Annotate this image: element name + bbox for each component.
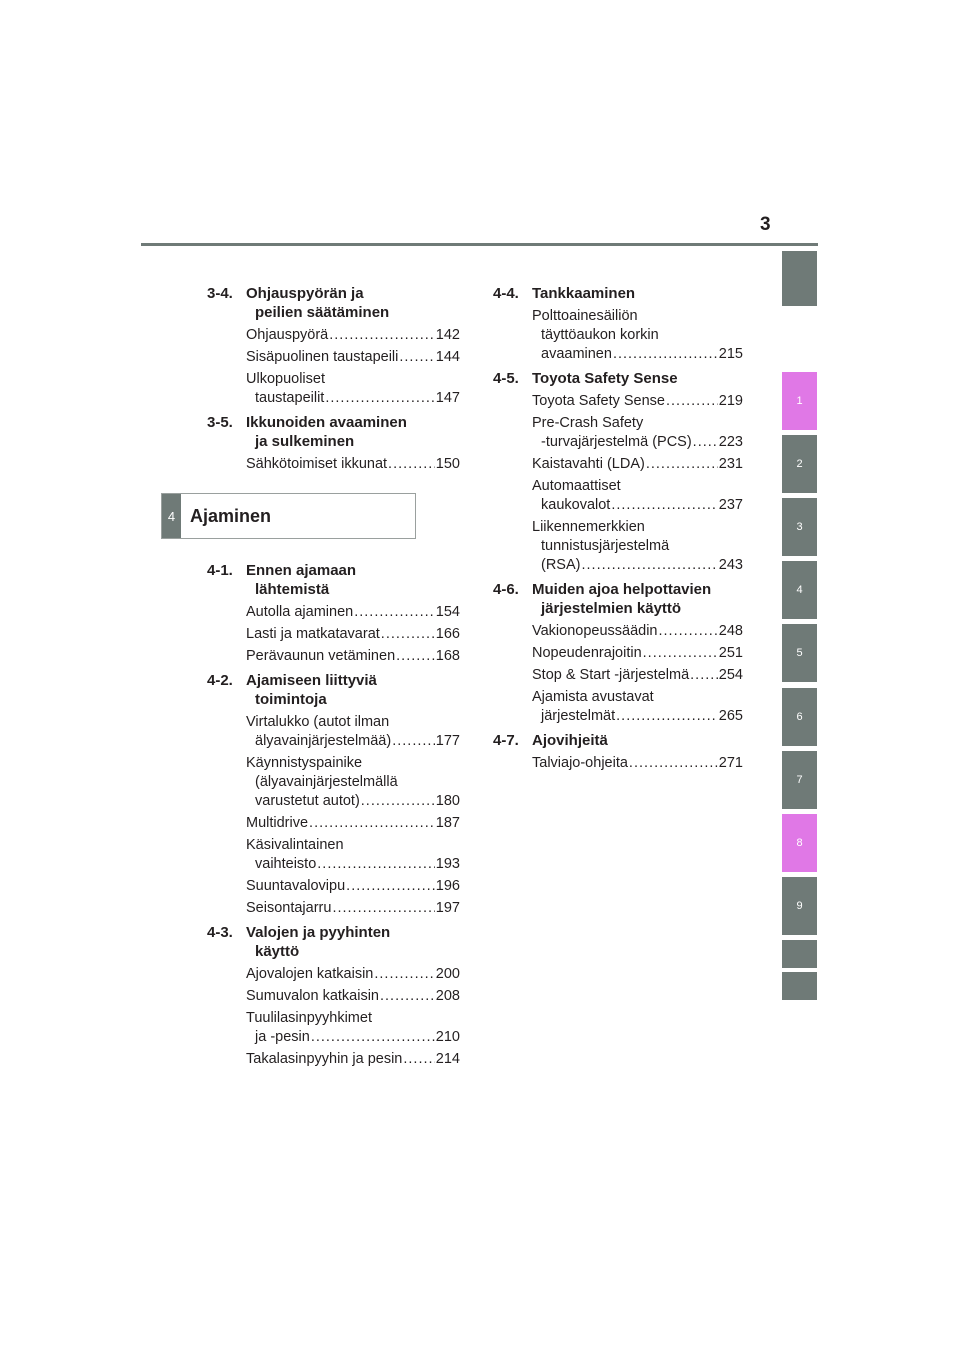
toc-entry-text: Nopeudenrajoitin	[532, 645, 642, 661]
toc-entry-line	[246, 773, 460, 792]
section-title	[246, 413, 460, 451]
toc-entry-text: (RSA)	[541, 557, 581, 573]
toc-entry-line	[246, 389, 460, 408]
toc-entry-text: Suuntavalovipu	[246, 878, 346, 894]
toc-entry-text: Käsivalintainen	[246, 837, 344, 853]
toc-page-number: 142	[435, 327, 460, 343]
section-title-line: Ohjauspyörän ja	[246, 285, 364, 302]
section-title-line: Toyota Safety Sense	[532, 370, 678, 387]
section-title	[246, 671, 460, 709]
section-entries	[207, 603, 460, 666]
section-number: 3-4.	[207, 285, 233, 302]
toc-page-number: 197	[435, 900, 460, 916]
toc-page-number: 265	[718, 708, 743, 724]
toc-entry-line	[246, 965, 460, 984]
section-gap	[207, 477, 460, 479]
dot-leader	[388, 455, 435, 474]
toc-entry-line	[532, 414, 743, 433]
toc-right-sections	[493, 284, 743, 778]
section-title-line: Ajamiseen liittyviä	[246, 672, 377, 689]
toc-page-number: 214	[435, 1051, 460, 1067]
toc-page-number: 231	[718, 456, 743, 472]
toc-entry-text: Sähkötoimiset ikkunat	[246, 456, 388, 472]
toc-page-number: 196	[435, 878, 460, 894]
dot-leader	[616, 707, 718, 726]
section-entries	[493, 622, 743, 726]
toc-entry[interactable]	[246, 647, 460, 666]
dot-leader	[332, 899, 434, 918]
section-title	[246, 284, 460, 322]
chapter-title: Ajaminen	[190, 505, 272, 526]
dot-leader	[392, 732, 435, 751]
toc-entry-text: Seisontajarru	[246, 900, 332, 916]
section-number: 4-4.	[493, 285, 519, 302]
dot-leader	[659, 622, 718, 641]
dot-leader	[361, 792, 435, 811]
toc-entry-text: (älyavainjärjestelmällä	[255, 774, 398, 790]
toc-entry-text: Autolla ajaminen	[246, 604, 354, 620]
section-heading[interactable]	[493, 369, 743, 388]
toc-entry-line	[246, 899, 460, 918]
toc-entry-text: varustetut autot)	[255, 793, 360, 809]
toc-entry-line	[246, 348, 460, 367]
toc-entry[interactable]	[532, 477, 743, 515]
toc-entry-line	[532, 433, 743, 452]
toc-entry-line	[246, 1009, 460, 1028]
toc-entry-text: Tuulilasinpyyhkimet	[246, 1010, 372, 1026]
section-title-line: käyttö	[255, 943, 300, 960]
chapter-tab-2[interactable]: 2	[782, 435, 817, 493]
toc-entry[interactable]	[532, 644, 743, 663]
dot-leader	[690, 666, 718, 685]
toc-entry-text: Talviajo-ohjeita	[532, 755, 628, 771]
toc-entry-text: avaaminen	[541, 346, 612, 362]
chapter-tab-6[interactable]: 6	[782, 688, 817, 746]
toc-page-number: 237	[718, 497, 743, 513]
dot-leader	[354, 603, 435, 622]
toc-entry[interactable]	[246, 370, 460, 408]
section-title-line: Ennen ajamaan	[246, 562, 357, 579]
toc-entry-line	[246, 1050, 460, 1069]
toc-page-number: 248	[718, 623, 743, 639]
toc-left-sections-chapter-4	[207, 561, 460, 1074]
section-entries	[207, 713, 460, 918]
toc-entry-line	[246, 603, 460, 622]
toc-page-number: 168	[435, 648, 460, 664]
dot-leader	[396, 647, 435, 666]
section-gap	[207, 1072, 460, 1074]
section-title	[246, 561, 460, 599]
toc-entry[interactable]	[246, 836, 460, 874]
toc-entry-text: Lasti ja matkatavarat	[246, 626, 380, 642]
dot-leader	[325, 389, 434, 408]
toc-entry-line	[246, 877, 460, 896]
toc-right-column	[493, 284, 743, 778]
toc-entry-text: Sumuvalon katkaisin	[246, 988, 379, 1004]
toc-entry-line	[532, 345, 743, 364]
toc-page-number: 180	[435, 793, 460, 809]
toc-entry-text: tunnistusjärjestelmä	[541, 538, 670, 554]
toc-entry-text: Vakionopeussäädin	[532, 623, 658, 639]
toc-entry-line	[532, 455, 743, 474]
toc-entry-line	[532, 518, 743, 537]
toc-left-sections	[207, 284, 460, 479]
chapter-tab-7[interactable]: 7	[782, 751, 817, 809]
toc-entry-text: ja -pesin	[255, 1029, 310, 1045]
dot-leader	[380, 987, 435, 1006]
section-title-line: Ikkunoiden avaaminen	[246, 414, 407, 431]
section-entries	[493, 754, 743, 773]
section-title-line: Tankkaaminen	[532, 285, 636, 302]
section-title-line: Muiden ajoa helpottavien	[532, 581, 712, 598]
toc-entry-text: Automaattiset	[532, 478, 621, 494]
dot-leader	[399, 348, 434, 367]
toc-entry-text: Takalasinpyyhin ja pesin	[246, 1051, 403, 1067]
toc-entry[interactable]	[246, 348, 460, 367]
toc-entry[interactable]	[532, 518, 743, 575]
section-entries	[493, 307, 743, 364]
toc-entry[interactable]	[246, 987, 460, 1006]
section-heading[interactable]	[493, 580, 743, 618]
toc-page-number: 147	[435, 390, 460, 406]
dot-leader	[374, 965, 434, 984]
toc-entry[interactable]	[246, 326, 460, 345]
toc-entry[interactable]	[246, 965, 460, 984]
section-number: 4-6.	[493, 581, 519, 598]
toc-entry[interactable]	[246, 625, 460, 644]
section-number: 4-7.	[493, 732, 519, 749]
section-title-line: järjestelmien käyttö	[541, 600, 682, 617]
toc-entry-line	[532, 688, 743, 707]
toc-entry-text: Perävaunun vetäminen	[246, 648, 396, 664]
toc-entry-text: taustapeilit	[255, 390, 325, 406]
chapter-tab-3[interactable]: 3	[782, 498, 817, 556]
toc-entry-line	[246, 647, 460, 666]
toc-page-number: 154	[435, 604, 460, 620]
toc-page-number: 271	[718, 755, 743, 771]
section-title-line: toimintoja	[255, 691, 327, 708]
toc-entry[interactable]	[246, 1050, 460, 1069]
toc-page-number: 193	[435, 856, 460, 872]
toc-entry-line	[532, 644, 743, 663]
toc-left-column	[167, 284, 460, 1074]
dot-leader	[611, 496, 717, 515]
toc-entry-line	[532, 622, 743, 641]
toc-page-number: 144	[435, 349, 460, 365]
section-heading[interactable]	[207, 561, 460, 599]
toc-entry-line	[246, 1028, 460, 1047]
toc-page-number: 150	[435, 456, 460, 472]
toc-entry-line	[532, 307, 743, 326]
dot-leader	[693, 433, 718, 452]
dot-leader	[403, 1050, 434, 1069]
toc-entry-line	[532, 496, 743, 515]
toc-page-number: 210	[435, 1029, 460, 1045]
toc-page-number: 208	[435, 988, 460, 1004]
section-title-line: Ajovihjeitä	[532, 732, 608, 749]
toc-entry[interactable]	[532, 392, 743, 411]
section-heading[interactable]	[207, 671, 460, 709]
toc-page-number: 243	[718, 557, 743, 573]
section-heading[interactable]	[207, 923, 460, 961]
section-heading[interactable]	[493, 731, 743, 750]
section-title	[532, 369, 743, 388]
dot-leader	[381, 625, 435, 644]
chapter-tab-4[interactable]: 4	[782, 561, 817, 619]
dot-leader	[311, 1028, 435, 1047]
toc-entry[interactable]	[246, 754, 460, 811]
toc-entry-line	[532, 666, 743, 685]
dot-leader	[629, 754, 718, 773]
toc-entry-line	[246, 370, 460, 389]
toc-entry-text: Ulkopuoliset	[246, 371, 325, 387]
toc-entry-line	[246, 754, 460, 773]
toc-entry-text: Käynnistyspainike	[246, 755, 363, 771]
toc-entry-line	[246, 713, 460, 732]
toc-entry-text: Ajamista avustavat	[532, 689, 654, 705]
toc-entry[interactable]	[532, 414, 743, 452]
toc-entry[interactable]	[246, 877, 460, 896]
toc-entry[interactable]	[532, 307, 743, 364]
toc-entry-line	[532, 326, 743, 345]
toc-page-number: 200	[435, 966, 460, 982]
toc-entry-text: älyavainjärjestelmää)	[255, 733, 392, 749]
section-title-line: ja sulkeminen	[255, 433, 355, 450]
toc-entry-text: Ajovalojen katkaisin	[246, 966, 374, 982]
toc-entry-text: Sisäpuolinen taustapeili	[246, 349, 399, 365]
toc-page-number: 166	[435, 626, 460, 642]
toc-page-number: 223	[718, 434, 743, 450]
section-title-line: peilien säätäminen	[255, 304, 390, 321]
section-heading[interactable]	[207, 413, 460, 451]
toc-entry-text: Kaistavahti (LDA)	[532, 456, 645, 472]
toc-entry[interactable]	[532, 688, 743, 726]
toc-entry[interactable]	[246, 1009, 460, 1047]
toc-entry-line	[532, 556, 743, 575]
chapter-tab-9[interactable]: 9	[782, 877, 817, 935]
section-number: 4-5.	[493, 370, 519, 387]
toc-entry-line	[532, 392, 743, 411]
toc-entry-text: Polttoainesäiliön	[532, 308, 638, 324]
toc-entry-line	[246, 455, 460, 474]
section-title	[532, 284, 743, 303]
section-entries	[207, 455, 460, 474]
toc-page-number: 219	[718, 393, 743, 409]
toc-entry-text: Pre-Crash Safety	[532, 415, 644, 431]
section-title	[532, 580, 743, 618]
toc-entry-text: järjestelmät	[541, 708, 616, 724]
chapter-heading[interactable]	[161, 493, 416, 539]
toc-entry[interactable]	[532, 455, 743, 474]
toc-entry[interactable]	[246, 603, 460, 622]
section-title-line: lähtemistä	[255, 581, 330, 598]
dot-leader	[666, 392, 718, 411]
toc-entry-text: vaihteisto	[255, 856, 317, 872]
toc-entry-text: Liikennemerkkien	[532, 519, 645, 535]
toc-entry-line	[532, 477, 743, 496]
section-number: 3-5.	[207, 414, 233, 431]
chapter-tab-blank[interactable]	[782, 972, 817, 1000]
dot-leader	[309, 814, 435, 833]
section-title	[532, 731, 743, 750]
toc-entry-line	[246, 987, 460, 1006]
section-gap	[493, 776, 743, 778]
toc-page-number: 254	[718, 667, 743, 683]
toc-entry-line	[532, 537, 743, 556]
dot-leader	[346, 877, 435, 896]
toc-entry-text: Toyota Safety Sense	[532, 393, 665, 409]
chapter-tab-8[interactable]: 8	[782, 814, 817, 872]
toc-entry[interactable]	[246, 713, 460, 751]
section-title-line: Valojen ja pyyhinten	[246, 924, 391, 941]
section-number: 4-1.	[207, 562, 233, 579]
toc-page-number: 251	[718, 645, 743, 661]
dot-leader	[613, 345, 718, 364]
section-number: 4-3.	[207, 924, 233, 941]
toc-entry-line	[246, 326, 460, 345]
dot-leader	[581, 556, 717, 575]
toc-entry-line	[532, 707, 743, 726]
chapter-tab-blank[interactable]	[782, 251, 817, 306]
toc-page-number: 215	[718, 346, 743, 362]
chapter-number: 4	[162, 494, 181, 538]
toc-page-number: 177	[435, 733, 460, 749]
section-entries	[207, 965, 460, 1069]
chapter-tab-5[interactable]: 5	[782, 624, 817, 682]
dot-leader	[317, 855, 435, 874]
chapter-tab-blank[interactable]	[782, 940, 817, 968]
toc-page-number: 187	[435, 815, 460, 831]
toc-entry-line	[246, 732, 460, 751]
section-heading[interactable]	[207, 284, 460, 322]
toc-entry-text: Ohjauspyörä	[246, 327, 329, 343]
chapter-tab-1[interactable]: 1	[782, 372, 817, 430]
section-entries	[207, 326, 460, 408]
section-number: 4-2.	[207, 672, 233, 689]
header-rule	[141, 243, 818, 246]
toc-entry-line	[246, 625, 460, 644]
dot-leader	[329, 326, 435, 345]
toc-entry-line	[246, 814, 460, 833]
dot-leader	[646, 455, 718, 474]
toc-entry[interactable]	[532, 622, 743, 641]
toc-entry-line	[532, 754, 743, 773]
toc-entry-text: Multidrive	[246, 815, 309, 831]
dot-leader	[643, 644, 718, 663]
toc-entry[interactable]	[532, 754, 743, 773]
toc-entry-line	[246, 836, 460, 855]
toc-entry[interactable]	[246, 814, 460, 833]
section-heading[interactable]	[493, 284, 743, 303]
toc-entry-text: Virtalukko (autot ilman	[246, 714, 390, 730]
toc-entry-text: täyttöaukon korkin	[541, 327, 659, 343]
toc-entry-line	[246, 855, 460, 874]
toc-entry-line	[246, 792, 460, 811]
toc-entry-text: Stop & Start -järjestelmä	[532, 667, 690, 683]
toc-entry-text: -turvajärjestelmä (PCS)	[541, 434, 692, 450]
toc-entry-text: kaukovalot	[541, 497, 611, 513]
page-number: 3	[760, 214, 771, 235]
toc-entry[interactable]	[246, 455, 460, 474]
section-title	[246, 923, 460, 961]
toc-entry[interactable]	[532, 666, 743, 685]
toc-entry[interactable]	[246, 899, 460, 918]
section-entries	[493, 392, 743, 575]
